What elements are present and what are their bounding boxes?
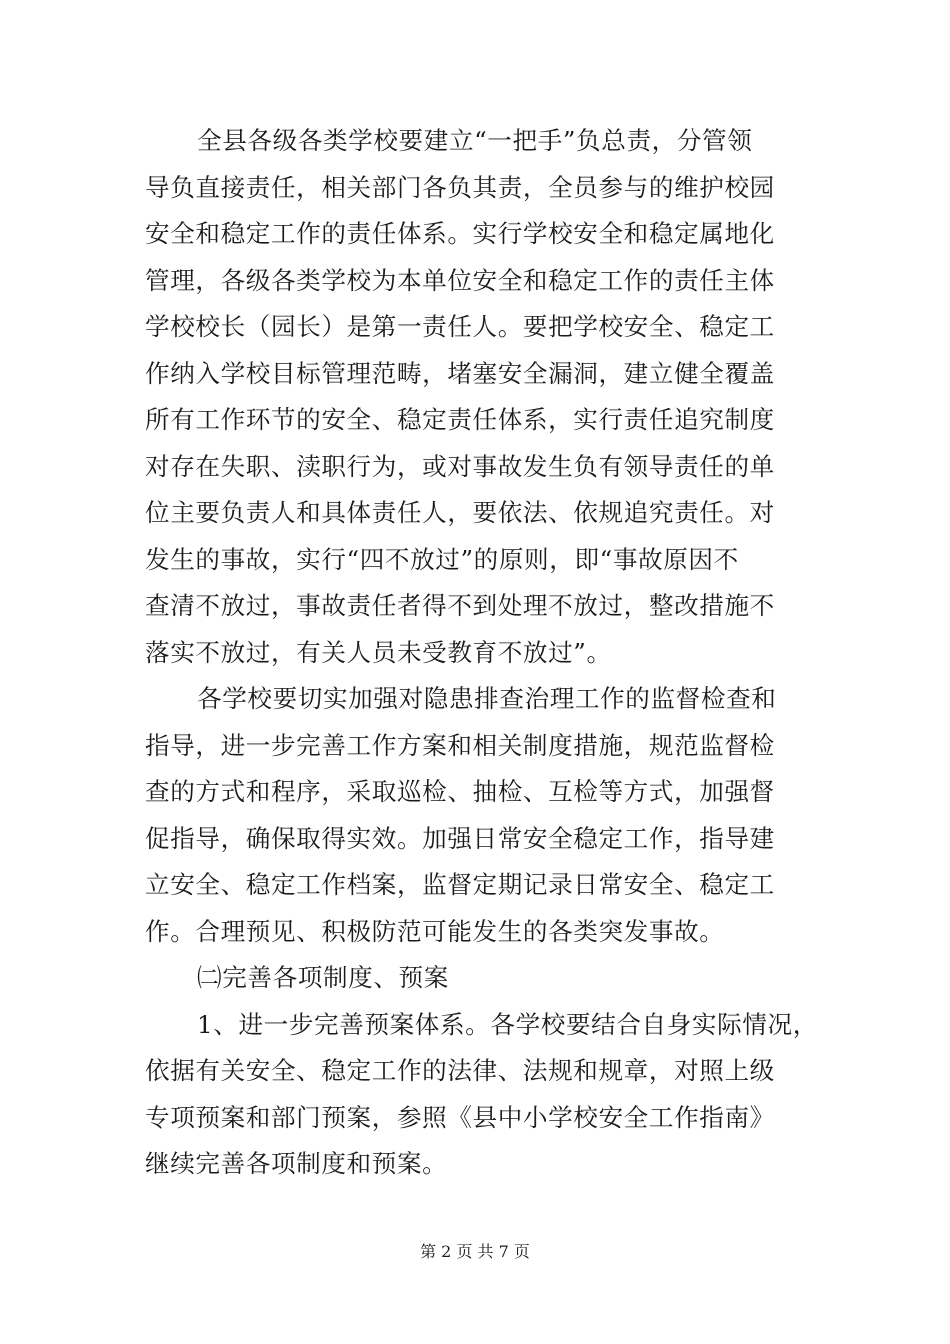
paragraph-2-line-6: 作。合理预见、积极防范可能发生的各类突发事故。 [145, 916, 725, 946]
section-heading: ㈡完善各项制度、预案 [197, 963, 449, 992]
paragraph-1-line-1: 全县各级各类学校要建立“一把手”负总责，分管领 [197, 126, 753, 155]
paragraph-2-line-2: 指导，进一步完善工作方案和相关制度措施，规范监督检 [145, 730, 775, 760]
document-body [145, 118, 818, 1188]
paragraph-1-line-5: 学校校长（园长）是第一责任人。要把学校安全、稳定工 [145, 312, 775, 341]
paragraph-2-line-3: 查的方式和程序，采取巡检、抽检、互检等方式，加强督 [145, 777, 775, 806]
paragraph-1-line-11: 查清不放过，事故责任者得不到处理不放过，整改措施不 [145, 591, 775, 620]
paragraph-2-line-4: 促指导，确保取得实效。加强日常安全稳定工作，指导建 [145, 823, 775, 853]
paragraph-2-line-1: 各学校要切实加强对隐患排查治理工作的监督检查和 [197, 684, 777, 713]
paragraph-3-line-1: 1、进一步完善预案体系。各学校要结合自身实际情况， [197, 1009, 818, 1039]
paragraph-1-line-6: 作纳入学校目标管理范畴，堵塞安全漏洞，建立健全覆盖 [145, 358, 775, 388]
paragraph-1-line-4: 管理，各级各类学校为本单位安全和稳定工作的责任主体 [145, 265, 775, 295]
paragraph-3-line-3: 专项预案和部门预案，参照《县中小学校安全工作指南》 [145, 1102, 775, 1132]
paragraph-1-line-9: 位主要负责人和具体责任人，要依法、依规追究责任。对 [145, 498, 775, 527]
paragraph-1-line-7: 所有工作环节的安全、稳定责任体系，实行责任追究制度 [145, 405, 775, 434]
paragraph-2-line-5: 立安全、稳定工作档案，监督定期记录日常安全、稳定工 [145, 870, 775, 899]
paragraph-1-line-2: 导负直接责任，相关部门各负其责，全员参与的维护校园 [145, 172, 775, 202]
paragraph-3-line-2: 依据有关安全、稳定工作的法律、法规和规章，对照上级 [145, 1056, 775, 1085]
paragraph-1-line-3: 安全和稳定工作的责任体系。实行学校安全和稳定属地化 [145, 219, 775, 248]
paragraph-3-line-4: 继续完善各项制度和预案。 [145, 1149, 448, 1178]
paragraph-1-line-8: 对存在失职、渎职行为，或对事故发生负有领导责任的单 [145, 451, 775, 481]
paragraph-1-line-10: 发生的事故，实行“四不放过”的原则，即“事故原因不 [145, 544, 739, 574]
paragraph-1-line-12: 落实不放过，有关人员未受教育不放过”。 [145, 637, 612, 667]
page-number-footer: 第 2 页 共 7 页 [420, 1242, 530, 1261]
